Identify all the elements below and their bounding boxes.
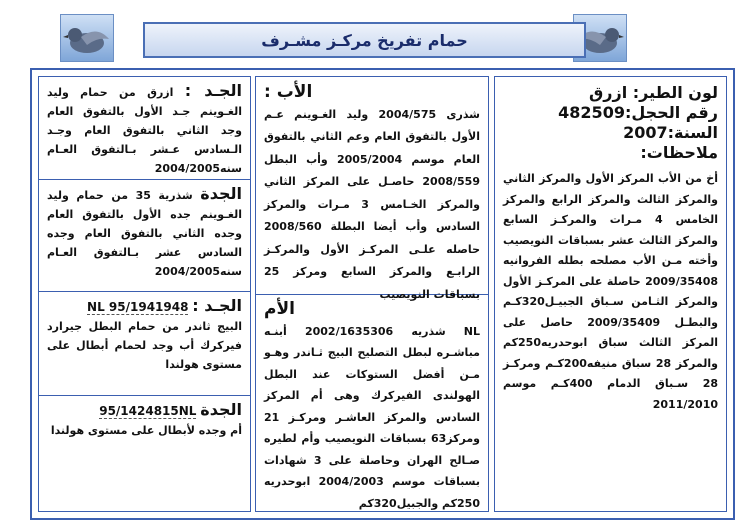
ring-value: 482509: [558, 103, 625, 122]
color-row: [503, 83, 718, 103]
grandmother-paternal-box: [39, 180, 250, 292]
notes-text: أخ من الأب المركز الأول والمركز الثاني والمركز الثالث والمركز الرابع والمركز الخامس 4 مـرات والمركـز السابع والمركز الثالث عشر بسباقات النويصيب وأخته مـن الأب مصلحه بطله الفروانيه 2009/35408 حاصلة على المركـز الأول والمركز الثـامن سـباق الجبيـل320كـم والبطـل 2009/35409 حاصل على المركز الثالث سباق ابوحدريه250كم والمركز 28 سباق منيفه200كـم ومركـز 28 سـباق الدمام 400كـم موسم 2011/2010: [503, 172, 719, 411]
mother-block: [256, 295, 488, 518]
grandfather-maternal: [39, 292, 250, 378]
grandmother-maternal: [39, 396, 250, 444]
year-label: السنة:: [667, 123, 718, 142]
mother-text: NL شذريه 2002/1635306 أبنـه مباشـره لبطل التصليح البيج ثـاندر وهـو مـن أفضل الستوكات عند البطل الهولندى الفيركرك وهى أم المركز السادس والمركز العاشـر ومركـز 21 ومركز63 بسباقات النويصيب وأم لطيره صـالح الهران وحاصلة على 3 شهادات بسباقات موسم 2004/2003 ابوحدريه 250كم والجبيل320كم: [264, 324, 481, 510]
gm-paternal-text: شذرية 35 من حمام وليد الغـوينم جده الأول بالتفوق العام وجده الثاني بالتفوق العام وجده السادس عشر بـالتفوق العـام سنه2004/2005: [47, 189, 242, 278]
grandfather-paternal-box: [39, 77, 250, 180]
pigeon-image-left: [60, 14, 114, 62]
year-value: 2007: [623, 123, 668, 142]
title-text: حمام تفريخ مركـز مشـرف: [261, 30, 468, 50]
gm-maternal-text: أم وجده لأبطال على مستوى هولندا: [50, 424, 242, 437]
father-block: [256, 77, 488, 310]
gf-maternal-label: الجـد :: [192, 296, 242, 315]
grandmother-paternal: [39, 180, 250, 285]
ring-label: رقم الحجل:: [624, 103, 718, 122]
ring-row: [503, 103, 718, 123]
father-label: الأب :: [264, 82, 313, 102]
gm-maternal-label: الجدة: [200, 400, 242, 419]
grandfather-maternal-box: [39, 292, 250, 396]
page-title: [143, 22, 586, 58]
pedigree-frame: [30, 68, 735, 520]
gf-paternal-label: الجـد :: [184, 81, 243, 100]
color-value: ازرق: [588, 83, 628, 102]
father-text: شذرى 2004/575 وليد الغـوينم عـم الأول بالتفوق العام وعم الثاني بالتفوق العام موسم 2005/2004 وأب البطل 2008/559 حاصـل على المركز الثاني والمركز الخـامس 3 مـرات والمركز السادس وأب أيضا البطلة 2008/560 حاصله علـى المركـز الأول والمركـز الرابـع والمركز السابع ومركز 25 بسباقات النويصيب: [264, 107, 480, 301]
gm-maternal-ring: 95/1424815NL: [99, 404, 197, 418]
gm-paternal-label: الجدة: [200, 184, 242, 203]
grandmother-maternal-box: [39, 396, 250, 511]
gf-maternal-text: البيج ثاندر من حمام البطل جيرارد فيركرك أب وجد لحمام أبطال على مستوى هولندا: [47, 320, 242, 371]
bird-info-column: [494, 76, 727, 512]
notes-label: ملاحظات:: [640, 143, 718, 162]
parents-column: [255, 76, 489, 512]
father-box: [256, 77, 488, 301]
gf-paternal-text: ازرق من حمام وليد الغـوينم جـد الأول بالتفوق العام وجد الثاني بالتفوق العام وجـد الـسادس عـشر بـالتفوق العـام سنه2004/2005: [47, 86, 242, 175]
grandfather-paternal: [39, 77, 250, 182]
mother-box: [256, 295, 488, 511]
grandparents-column: [38, 76, 251, 512]
gf-maternal-ring: 95/1941948 NL: [87, 300, 189, 314]
bird-info: [495, 77, 726, 419]
mother-label: الأم: [264, 299, 295, 319]
color-label: لون الطير:: [632, 83, 718, 102]
year-row: [503, 123, 718, 143]
